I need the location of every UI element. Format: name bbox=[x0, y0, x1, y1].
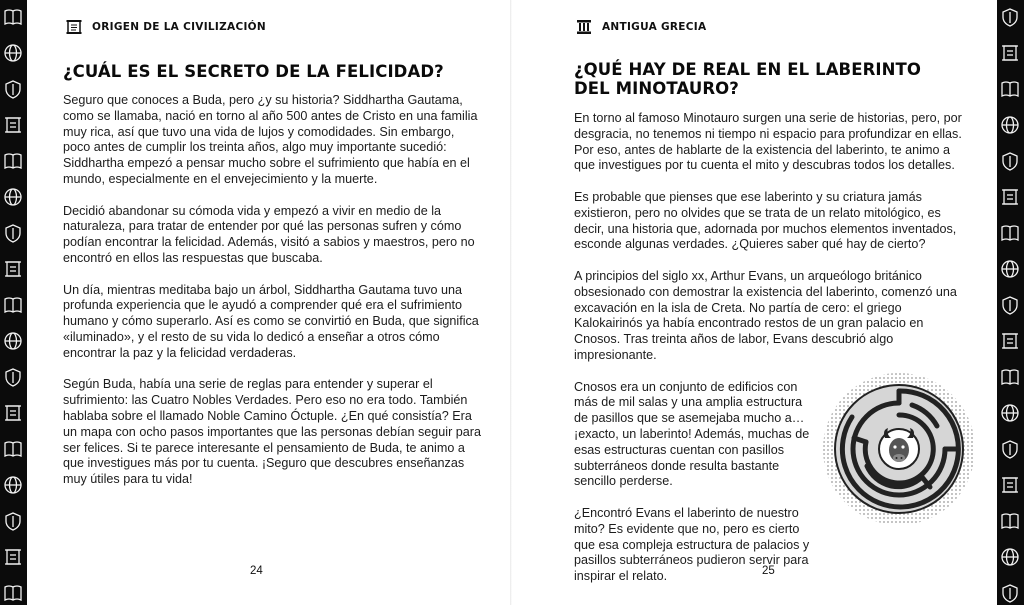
shield-icon bbox=[999, 582, 1021, 604]
scroll-icon bbox=[2, 258, 24, 280]
left-page-title: ¿CUÁL ES EL SECRETO DE LA FELICIDAD? bbox=[63, 62, 444, 81]
book-icon bbox=[2, 150, 24, 172]
book-icon bbox=[999, 366, 1021, 388]
scroll-icon bbox=[999, 474, 1021, 496]
book-icon bbox=[2, 582, 24, 604]
scroll-icon bbox=[999, 186, 1021, 208]
shield-icon bbox=[2, 366, 24, 388]
book-icon bbox=[2, 438, 24, 460]
paragraph: Seguro que conoces a Buda, pero ¿y su historia? Siddhartha Gautama, como se llamaba, nació en torno al año 500 antes de Cristo en una familia muy rica, así que tuvo una vida de lujos y comodidades. Sin embargo, poco antes de cumplir los treinta años, algo muy importante sucedió: Siddhartha empezó a pensar mucho sobre el sufrimiento que había en el mundo, especialmente en el envejecimiento y la muerte. bbox=[63, 93, 478, 186]
globe-icon bbox=[999, 402, 1021, 424]
paragraph: A principios del siglo xx, Arthur Evans, un arqueólogo británico obsesionado con demostrar la existencia del laberinto, comenzó una excavación en la isla de Creta. No partía de cero: el griego Kalokairinós ya había encontrado restos de un gran palacio en Cnosos. Tras treinta años de labor, Evans descubrió algo impresionante. bbox=[574, 268, 957, 362]
running-head-title: ANTIGUA GRECIA bbox=[602, 21, 707, 33]
greek-column-icon bbox=[575, 18, 593, 36]
title-line: ¿QUÉ HAY DE REAL EN EL LABERINTO bbox=[574, 60, 922, 79]
scroll-icon bbox=[2, 402, 24, 424]
shield-icon bbox=[999, 438, 1021, 460]
globe-icon bbox=[2, 42, 24, 64]
globe-icon bbox=[2, 474, 24, 496]
globe-icon bbox=[999, 546, 1021, 568]
book-icon bbox=[2, 294, 24, 316]
paragraph: Es probable que pienses que ese laberinto y su criatura jamás existieron, pero no olvides que se trata de un relato mitológico, es decir, una historia que, adornada por muchos elementos inventados, esconde algunas verdades. ¿Quieres saber qué hay de cierto? bbox=[574, 189, 957, 252]
scroll-icon bbox=[2, 546, 24, 568]
book-icon bbox=[999, 78, 1021, 100]
left-decorative-border bbox=[0, 0, 27, 605]
running-head-title: ORIGEN DE LA CIVILIZACIÓN bbox=[92, 21, 266, 33]
globe-icon bbox=[999, 114, 1021, 136]
scroll-icon bbox=[2, 114, 24, 136]
paragraph: ¿Encontró Evans el laberinto de nuestro mito? Es evidente que no, pero es cierto que esa compleja estructura de palacios y pasillos subterráneos pudieron servir para inspirar el relato. bbox=[574, 505, 810, 584]
labyrinth-minotaur-illustration bbox=[822, 372, 976, 526]
shield-icon bbox=[2, 222, 24, 244]
paragraph: En torno al famoso Minotauro surgen una serie de historias, pero, por desgracia, no tenemos ni tiempo ni espacio para profundizar en ellas. Por eso, antes de hablarte de la existencia del laberinto, te animo a que investigues por tu cuenta el mito y descubras todos los detalles. bbox=[574, 111, 962, 173]
scroll-icon bbox=[999, 330, 1021, 352]
right-decorative-border bbox=[997, 0, 1024, 605]
globe-icon bbox=[2, 186, 24, 208]
paragraph: Decidió abandonar su cómoda vida y empezó a vivir en medio de la naturaleza, para tratar de entender por qué las personas sufren y cómo podían encontrar la felicidad. Además, visitó a sabios y maestros, pero no encontró en ellos las respuestas que buscaba. bbox=[63, 203, 475, 265]
paragraph: Según Buda, había una serie de reglas para entender y superar el sufrimiento: las Cuatro Nobles Verdades. Pero eso no era todo. También hablaba sobre el llamado Noble Camino Óctuple. ¿En qué consistía? Era un mapa con ocho pasos importantes que las personas debían seguir para ser felices. Si te parece interesante el pensamiento de Buda, te animo a que investigues más por tu cuenta. ¡Seguro que descubres enseñanzas muy útiles para tu vida! bbox=[63, 377, 481, 487]
globe-icon bbox=[2, 330, 24, 352]
right-running-head bbox=[575, 18, 706, 36]
globe-icon bbox=[999, 258, 1021, 280]
scroll-icon bbox=[999, 42, 1021, 64]
page-number: 24 bbox=[250, 565, 263, 577]
shield-icon bbox=[999, 6, 1021, 28]
page-number: 25 bbox=[762, 565, 775, 577]
shield-icon bbox=[999, 150, 1021, 172]
title-line: DEL MINOTAURO? bbox=[574, 79, 739, 98]
scroll-icon bbox=[65, 18, 83, 36]
right-body bbox=[574, 111, 972, 601]
book-icon bbox=[999, 510, 1021, 532]
book-icon bbox=[999, 222, 1021, 244]
paragraph: Cnosos era un conjunto de edificios con más de mil salas y una amplia estructura de pasillos que se asemejaba mucho a… ¡exacto, un laberinto! Además, muchas de esas estructuras cuentan con pasillos subterráneos donde resulta bastante sencillo perderse. bbox=[574, 379, 810, 489]
right-page-title bbox=[574, 60, 984, 98]
shield-icon bbox=[2, 78, 24, 100]
shield-icon bbox=[2, 510, 24, 532]
left-body bbox=[63, 93, 483, 504]
book-icon bbox=[2, 6, 24, 28]
shield-icon bbox=[999, 294, 1021, 316]
paragraph: Un día, mientras meditaba bajo un árbol, Siddhartha Gautama tuvo una profunda experiencia que le ayudó a comprender qué era el sufrimiento humano y cómo superarlo. Así es como se convirtió en Buda, que significa «iluminado», y el resto de su vida lo dedicó a enseñar a otros cómo encontrar la paz y la felicidad verdaderas. bbox=[63, 282, 479, 360]
left-page bbox=[27, 0, 512, 605]
left-running-head bbox=[65, 18, 266, 36]
